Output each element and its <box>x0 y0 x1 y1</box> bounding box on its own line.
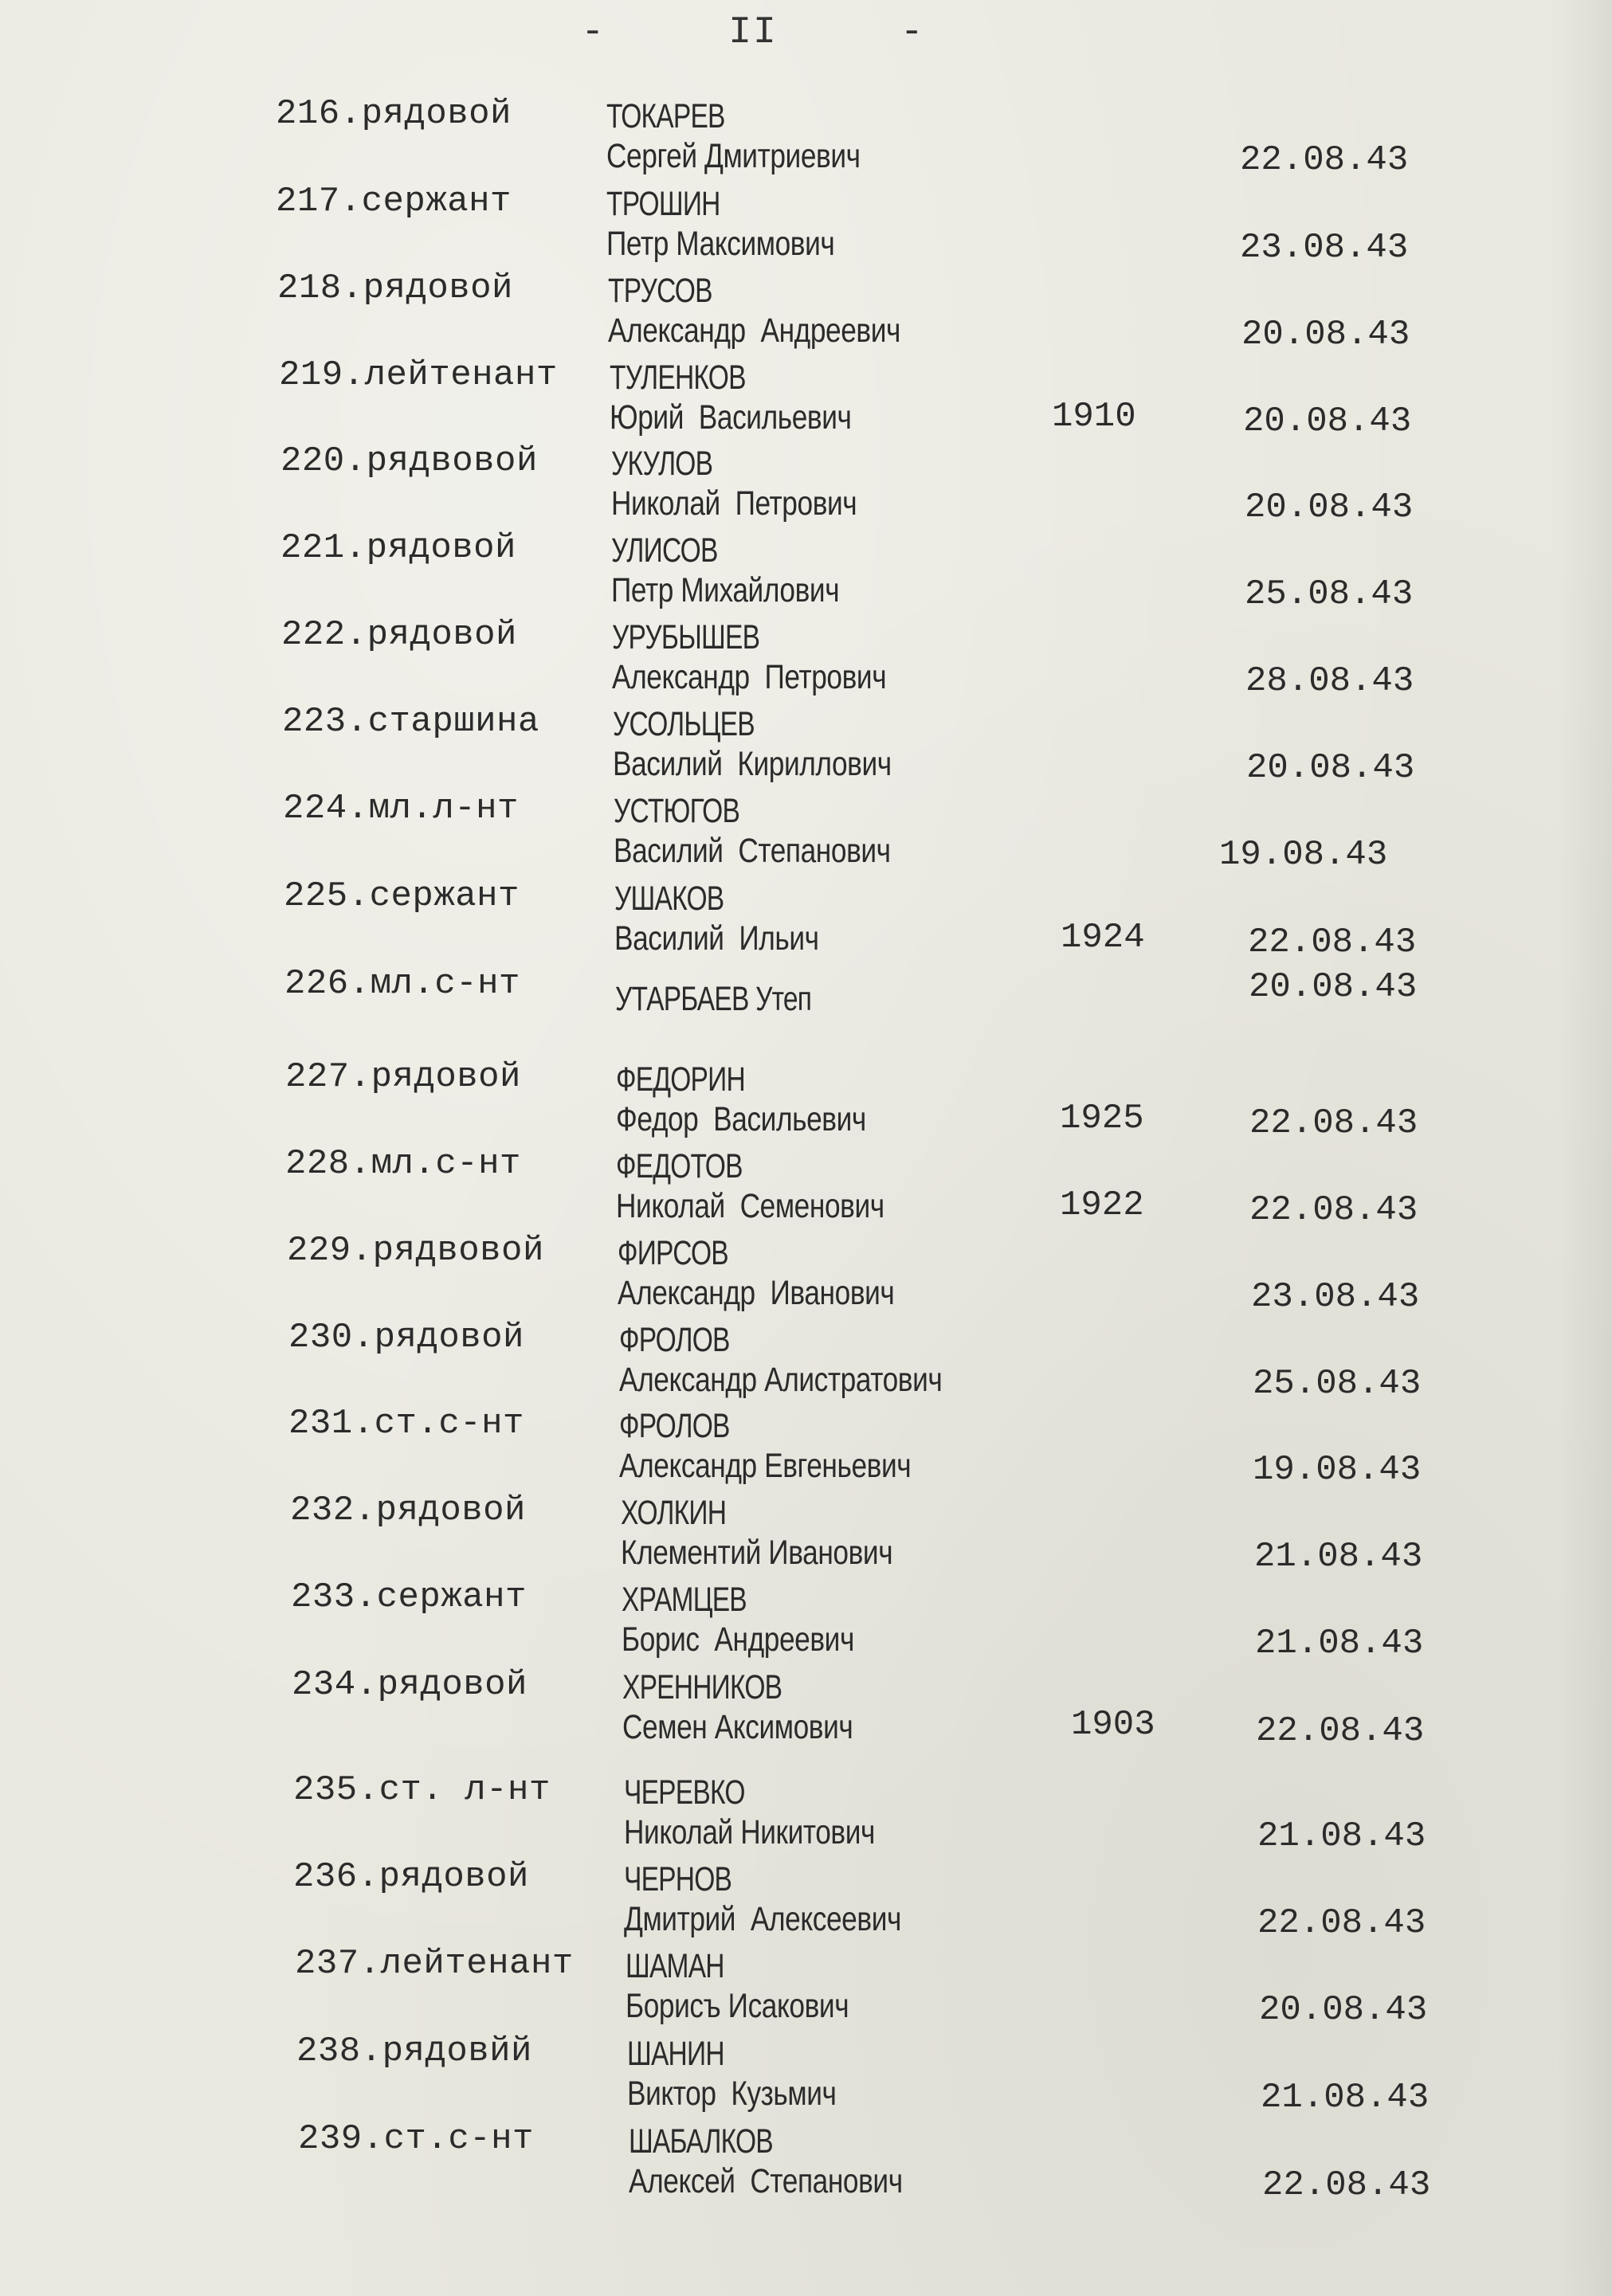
given-names: Николай Петрович <box>611 484 857 523</box>
rank-number: 237.лейтенант <box>295 1944 574 1984</box>
given-names: Василий Степанович <box>614 832 891 870</box>
date: 23.08.43 <box>1251 1277 1420 1317</box>
surname: ФИРСОВ <box>618 1234 728 1272</box>
given-names: Юрий Васильевич <box>610 398 852 437</box>
list-item <box>279 355 1612 443</box>
list-item <box>277 268 1612 356</box>
list-item <box>295 1944 1612 2032</box>
given-names: Александр Евгеньевич <box>619 1447 912 1485</box>
given-names: Борис Андреевич <box>622 1620 854 1659</box>
surname: ТУЛЕНКОВ <box>610 359 746 397</box>
given-names: Федор Васильевич <box>616 1100 866 1138</box>
rank-number: 238.рядовйй <box>296 2032 532 2071</box>
given-names: Александр Петрович <box>612 658 887 696</box>
birth-year: 1925 <box>1060 1099 1144 1138</box>
date: 21.08.43 <box>1257 1816 1426 1856</box>
date: 20.08.43 <box>1245 488 1414 527</box>
rank-number: 222.рядовой <box>281 615 517 655</box>
list-item <box>287 1231 1612 1318</box>
birth-year: 1922 <box>1060 1185 1144 1225</box>
surname: УТАРБАЕВ Утеп <box>615 980 812 1018</box>
date: 22.08.43 <box>1249 1103 1418 1143</box>
list-item <box>284 876 1612 964</box>
surname: УРУБЫШЕВ <box>612 618 760 656</box>
list-item <box>285 1144 1612 1232</box>
list-item <box>284 964 1612 1052</box>
date: 28.08.43 <box>1245 661 1414 701</box>
surname: УШАКОВ <box>614 880 724 918</box>
rank-number: 223.старшина <box>282 702 539 742</box>
surname: ХОЛКИН <box>621 1494 727 1532</box>
rank-number: 221.рядовой <box>280 528 516 568</box>
surname: ФЕДОРИН <box>616 1060 745 1099</box>
surname: ТОКАРЕВ <box>606 97 725 135</box>
surname: ШАБАЛКОВ <box>629 2122 773 2161</box>
rank-number: 229.рядвовой <box>287 1231 544 1271</box>
given-names: Семен Аксимович <box>622 1708 853 1746</box>
rank-number: 220.рядвовой <box>280 441 538 481</box>
surname: ХРЕННИКОВ <box>622 1668 782 1706</box>
rank-number: 218.рядовой <box>277 268 513 308</box>
birth-year: 1910 <box>1052 397 1136 437</box>
date: 22.08.43 <box>1257 1903 1426 1943</box>
surname: ШАМАН <box>626 1947 724 1985</box>
rank-number: 233.сержант <box>291 1577 527 1617</box>
date: 21.08.43 <box>1255 1624 1424 1663</box>
surname: УЛИСОВ <box>611 531 718 570</box>
list-item <box>288 1318 1612 1405</box>
surname: ЧЕРНОВ <box>624 1860 732 1898</box>
list-item <box>281 615 1612 703</box>
given-names: Николай Семенович <box>616 1187 884 1225</box>
rank-number: 227.рядовой <box>285 1057 521 1097</box>
date: 21.08.43 <box>1261 2078 1430 2118</box>
list-item <box>291 1577 1612 1665</box>
page-number: - II - <box>581 11 925 54</box>
list-item <box>288 1404 1612 1491</box>
surname: УСОЛЬЦЕВ <box>613 705 755 743</box>
rank-number: 225.сержант <box>284 876 520 916</box>
date: 20.08.43 <box>1246 748 1415 788</box>
date: 25.08.43 <box>1245 574 1414 614</box>
surname: УКУЛОВ <box>611 445 713 483</box>
given-names: Виктор Кузьмич <box>627 2075 837 2113</box>
rank-number: 224.мл.л-нт <box>283 789 519 829</box>
rank-number: 226.мл.с-нт <box>284 964 520 1004</box>
list-item <box>283 789 1612 876</box>
date: 19.08.43 <box>1219 835 1388 875</box>
given-names: Василий Кириллович <box>613 745 892 783</box>
date: 20.08.43 <box>1259 1990 1428 2030</box>
given-names: Клементий Иванович <box>621 1534 893 1572</box>
date: 20.08.43 <box>1241 315 1410 355</box>
rank-number: 236.рядовой <box>293 1857 529 1897</box>
given-names: Василий Ильич <box>614 919 819 958</box>
birth-year: 1903 <box>1071 1705 1155 1745</box>
date: 20.08.43 <box>1243 402 1412 441</box>
rank-number: 219.лейтенант <box>279 355 558 395</box>
given-names: Александр Алистратович <box>619 1361 943 1399</box>
list-item <box>298 2119 1612 2207</box>
surname: ЧЕРЕВКО <box>624 1773 745 1812</box>
list-item <box>292 1665 1612 1753</box>
list-item <box>293 1857 1612 1945</box>
given-names: Александр Андреевич <box>608 311 901 350</box>
date: 21.08.43 <box>1254 1537 1423 1577</box>
surname: ХРАМЦЕВ <box>622 1581 747 1619</box>
list-item <box>276 94 1612 182</box>
list-item <box>293 1770 1612 1858</box>
given-names: Александр Иванович <box>618 1274 895 1312</box>
given-names: Петр Максимович <box>606 225 835 263</box>
date: 22.08.43 <box>1248 923 1417 962</box>
list-item <box>282 702 1612 789</box>
list-item <box>296 2032 1612 2119</box>
given-names: Алексей Степанович <box>629 2162 903 2200</box>
surname: УСТЮГОВ <box>614 792 740 830</box>
surname: ФРОЛОВ <box>619 1407 730 1445</box>
rank-number: 228.мл.с-нт <box>285 1144 521 1184</box>
rank-number: 239.ст.с-нт <box>298 2119 534 2159</box>
rank-number: 230.рядовой <box>288 1318 524 1358</box>
given-names: Николай Никитович <box>624 1813 875 1851</box>
date: 23.08.43 <box>1240 228 1409 268</box>
list-item <box>290 1491 1612 1578</box>
surname: ТРУСОВ <box>608 272 712 310</box>
rank-number: 232.рядовой <box>290 1491 526 1530</box>
list-item <box>276 182 1612 269</box>
date: 22.08.43 <box>1256 1711 1425 1751</box>
date: 25.08.43 <box>1253 1364 1422 1404</box>
list-item <box>280 441 1612 529</box>
rank-number: 231.ст.с-нт <box>288 1404 524 1444</box>
date: 20.08.43 <box>1249 967 1418 1007</box>
date: 22.08.43 <box>1240 140 1409 180</box>
rank-number: 216.рядовой <box>276 94 512 134</box>
given-names: Дмитрий Алексеевич <box>624 1900 901 1938</box>
surname: ТРОШИН <box>606 185 720 223</box>
date: 19.08.43 <box>1253 1450 1422 1490</box>
rank-number: 217.сержант <box>276 182 512 221</box>
given-names: Сергей Дмитриевич <box>606 137 861 175</box>
list-item <box>285 1057 1612 1145</box>
surname: ФЕДОТОВ <box>616 1147 743 1185</box>
birth-year: 1924 <box>1061 918 1145 958</box>
list-item <box>280 528 1612 616</box>
date: 22.08.43 <box>1249 1190 1418 1230</box>
rank-number: 234.рядовой <box>292 1665 528 1705</box>
date: 22.08.43 <box>1262 2165 1431 2205</box>
surname: ФРОЛОВ <box>619 1321 730 1359</box>
surname: ШАНИН <box>627 2035 724 2073</box>
given-names: Борисъ Исакович <box>626 1987 849 2025</box>
given-names: Петр Михайлович <box>611 571 840 609</box>
rank-number: 235.ст. л-нт <box>293 1770 551 1810</box>
